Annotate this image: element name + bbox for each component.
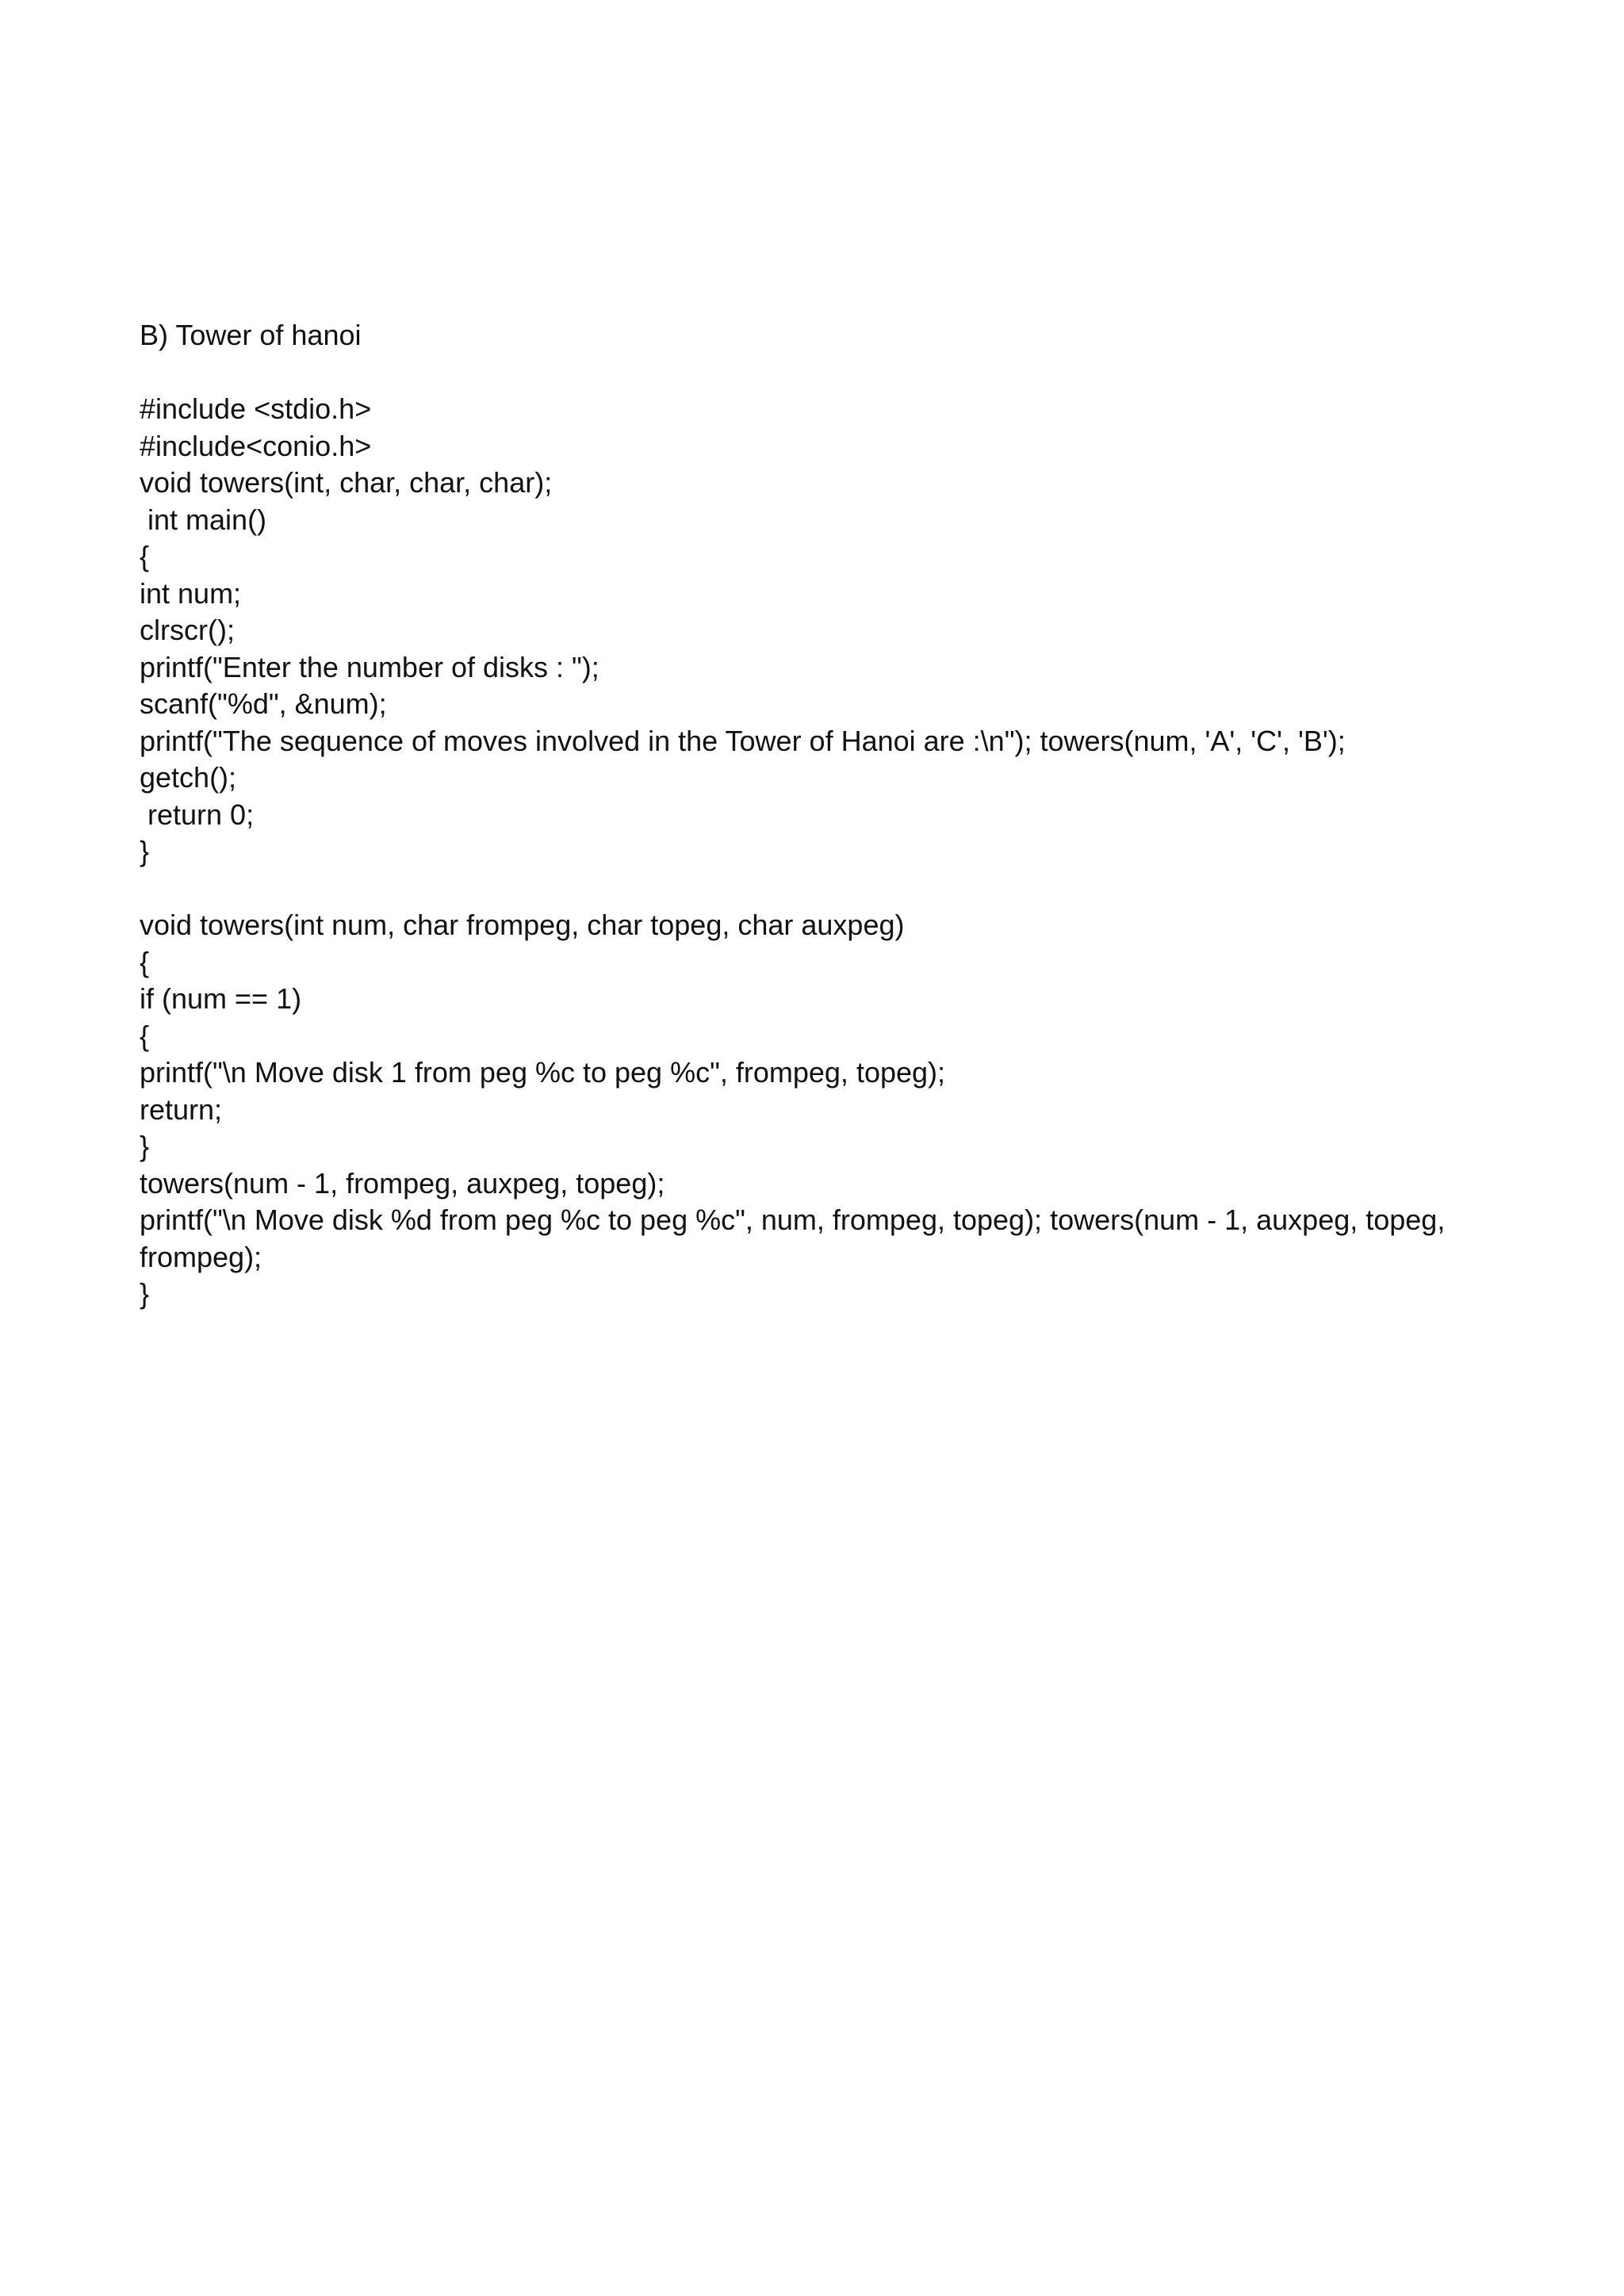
code-line: scanf("%d", &num); (140, 687, 387, 720)
code-line: { (140, 945, 150, 978)
code-line: #include<conio.h> (140, 429, 372, 462)
code-line: towers(num - 1, frompeg, auxpeg, topeg); (140, 1166, 665, 1200)
code-line: } (140, 835, 150, 867)
code-line: printf("The sequence of moves involved in the Tower of Hanoi are :\n"); towers(num, 'A', 'C', 'B'); (140, 724, 1346, 757)
code-line: } (140, 1277, 150, 1310)
code-line: return; (140, 1093, 223, 1126)
code-line: { (140, 540, 150, 572)
code-line: printf("\n Move disk 1 from peg %c to peg %c", frompeg, topeg); (140, 1056, 946, 1089)
code-line: printf("\n Move disk %d from peg %c to peg %c", num, frompeg, topeg); towers(num - 1, auxpeg, topeg, (140, 1203, 1446, 1236)
code-line: { (140, 1019, 150, 1052)
code-line: int main() (140, 503, 267, 536)
blank-line (140, 354, 1488, 392)
code-line: void towers(int num, char frompeg, char topeg, char auxpeg) (140, 909, 905, 941)
document-content (140, 317, 1488, 1313)
document-title: B) Tower of hanoi (140, 319, 362, 351)
code-line (140, 871, 1488, 908)
code-line: #include <stdio.h> (140, 392, 372, 425)
code-line: void towers(int, char, char, char); (140, 466, 553, 499)
code-line: printf("Enter the number of disks : "); (140, 650, 599, 683)
code-line: clrscr(); (140, 614, 235, 646)
code-line: if (num == 1) (140, 982, 302, 1015)
code-line: return 0; (140, 798, 255, 831)
code-line: frompeg); (140, 1240, 262, 1273)
code-line: getch(); (140, 761, 237, 794)
code-line: int num; (140, 576, 242, 610)
code-line: } (140, 1130, 150, 1162)
